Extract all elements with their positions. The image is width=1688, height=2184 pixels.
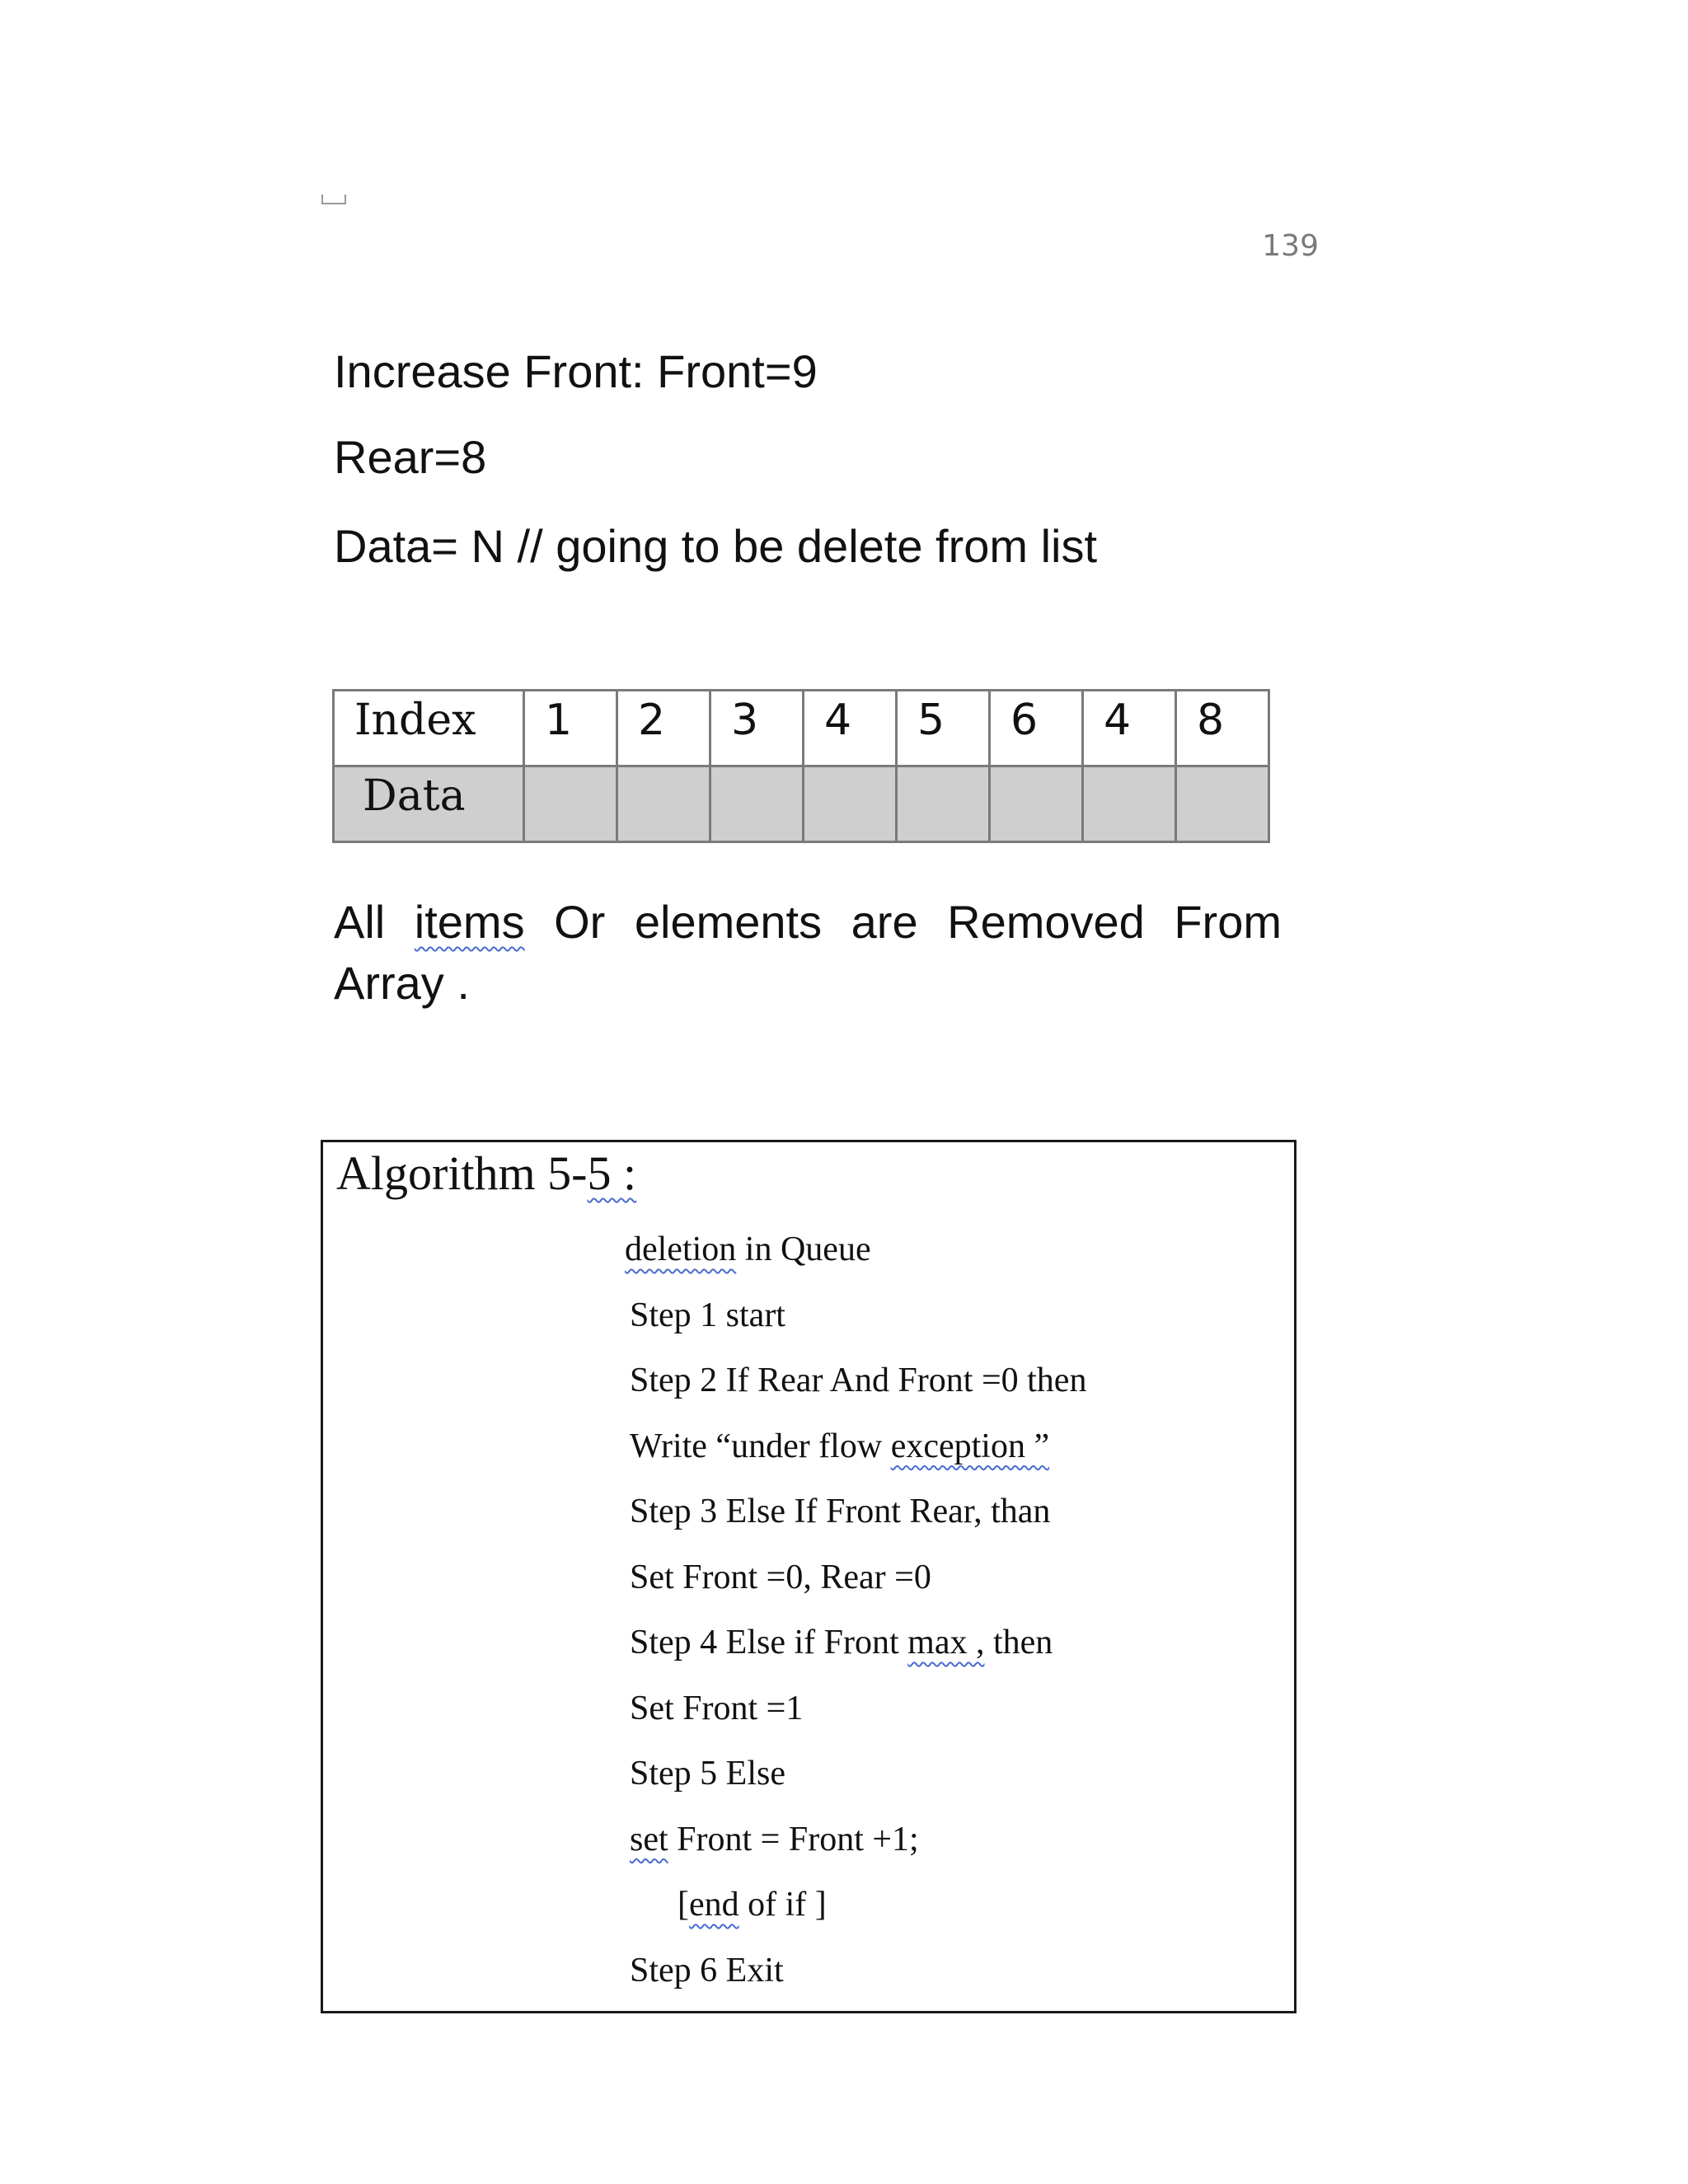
step-text: Step 3 Else If Front Rear, than <box>630 1493 1051 1530</box>
data-cell <box>617 766 710 842</box>
page-number: 139 <box>1262 229 1319 263</box>
step-text: Set Front =1 <box>630 1689 804 1727</box>
data-cell <box>804 766 897 842</box>
paragraph-text: All <box>334 896 415 948</box>
index-cell: 8 <box>1176 691 1269 766</box>
algorithm-title <box>336 1146 636 1201</box>
step-spellcheck-word: set <box>630 1820 668 1858</box>
step-text: Step 6 Exit <box>630 1951 784 1990</box>
data-line: Data= N // going to be delete from list <box>334 520 1098 572</box>
algorithm-step <box>630 1487 1086 1553</box>
data-cell <box>990 766 1083 842</box>
algorithm-step <box>630 1356 1086 1422</box>
algorithm-title-prefix: Algorithm 5- <box>336 1146 588 1200</box>
step-text: then <box>984 1624 1053 1661</box>
index-cell: 3 <box>710 691 804 766</box>
rear-line: Rear=8 <box>334 431 487 483</box>
algorithm-step <box>630 1684 1086 1750</box>
algorithm-step <box>630 1815 1086 1881</box>
data-cell <box>1176 766 1269 842</box>
index-cell: 4 <box>1083 691 1176 766</box>
queue-array-table <box>332 689 1270 843</box>
step-text: [ <box>678 1886 689 1924</box>
algorithm-step <box>630 1618 1086 1684</box>
step-text: Front = Front +1; <box>668 1820 919 1858</box>
step-spellcheck-word: max , <box>907 1624 985 1661</box>
index-cell: 6 <box>990 691 1083 766</box>
step-spellcheck-word: exception ” <box>890 1427 1050 1465</box>
header-corner-mark <box>321 194 346 204</box>
step-text: Step 4 Else if Front <box>630 1624 908 1661</box>
data-cell <box>1083 766 1176 842</box>
algorithm-step <box>630 1749 1086 1815</box>
data-cell <box>710 766 804 842</box>
step-text: Step 5 Else <box>630 1755 785 1793</box>
algorithm-step <box>630 1422 1086 1488</box>
step-text: Step 1 start <box>630 1296 785 1334</box>
index-cell: 4 <box>804 691 897 766</box>
step-text: Step 2 If Rear And Front =0 then <box>630 1361 1087 1399</box>
index-row <box>334 691 1269 766</box>
algorithm-step <box>630 1946 1086 2012</box>
front-line: Increase Front: Front=9 <box>334 345 818 397</box>
algorithm-box <box>321 1140 1296 2013</box>
algorithm-step <box>630 1880 1086 1946</box>
data-row <box>334 766 1269 842</box>
step-spellcheck-word: deletion <box>625 1230 737 1268</box>
algorithm-title-suffix: 5 : <box>587 1146 637 1200</box>
step-text: Set Front =0, Rear =0 <box>630 1558 931 1596</box>
data-header-cell: Data <box>334 766 524 842</box>
algorithm-step <box>630 1553 1086 1619</box>
paragraph-text: Or elements are Removed From Array . <box>334 896 1282 1009</box>
step-spellcheck-word: end <box>689 1886 739 1924</box>
removal-paragraph <box>334 892 1282 1014</box>
algorithm-steps <box>625 1225 1087 2011</box>
algorithm-step <box>625 1225 1086 1291</box>
index-cell: 2 <box>617 691 710 766</box>
index-header-cell: Index <box>334 691 524 766</box>
paragraph-spellcheck-word: items <box>414 896 525 948</box>
index-cell: 5 <box>897 691 990 766</box>
algorithm-step <box>630 1291 1086 1357</box>
step-text: Write “under flow <box>630 1427 891 1465</box>
index-cell: 1 <box>524 691 617 766</box>
step-text: in Queue <box>736 1230 871 1268</box>
data-cell <box>897 766 990 842</box>
data-cell <box>524 766 617 842</box>
step-text: of if ] <box>738 1886 827 1924</box>
